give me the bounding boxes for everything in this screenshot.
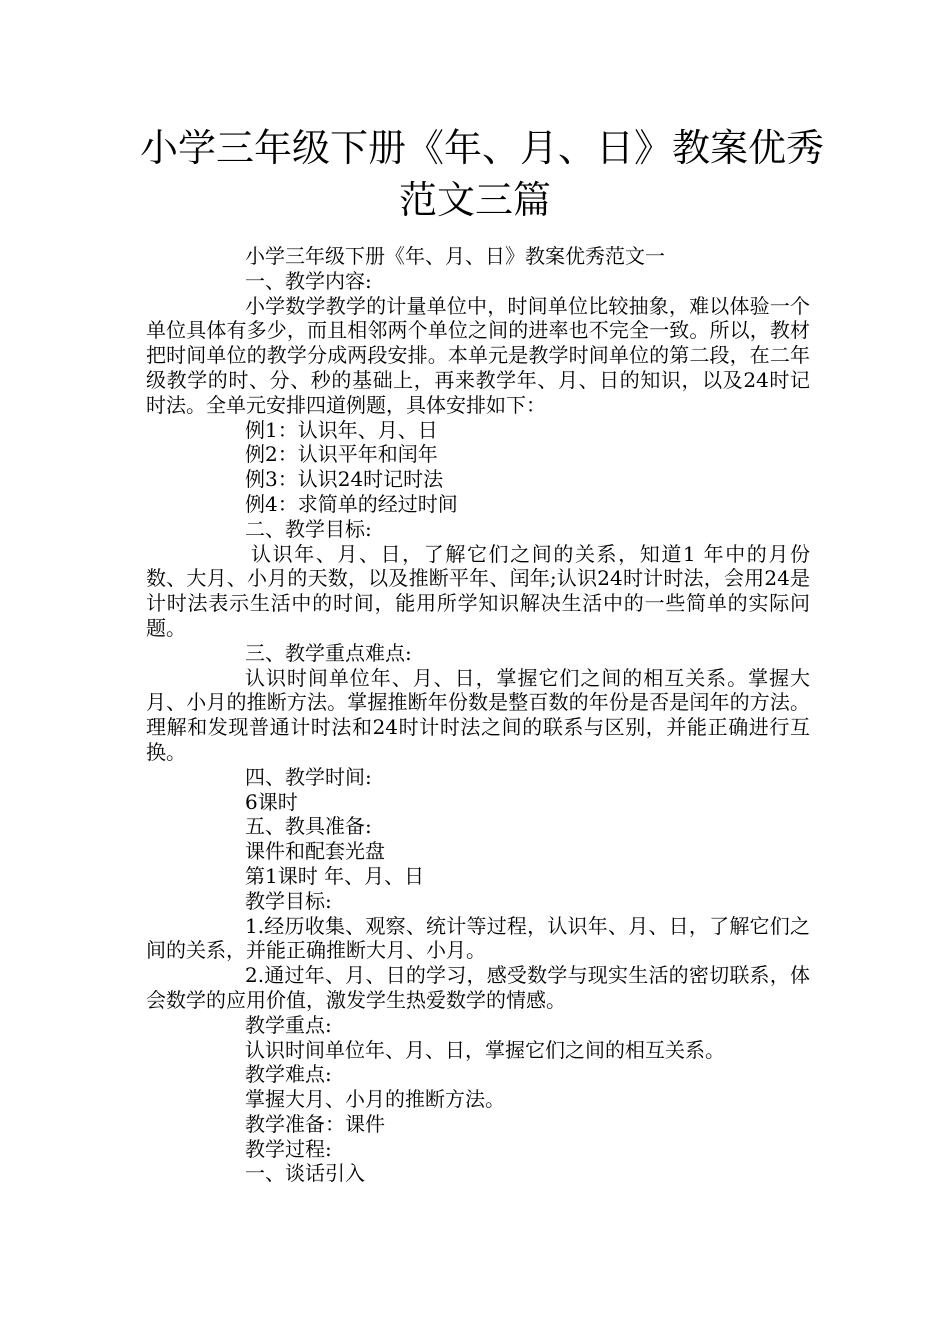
teaching-focus-value: 认识时间单位年、月、日，掌握它们之间的相互关系。 [245, 1037, 725, 1062]
paragraph-key-difficulties: 认识时间单位年、月、日，掌握它们之间的相互关系。掌握大月、小月的推断方法。掌握推断年份数是整百数的年份是否是闰年的方法。理解和发现普通计时法和24时计时法之间的联系与区别，并能正确进行互换。 [146, 665, 810, 764]
example-4: 例4：求简单的经过时间 [245, 491, 458, 516]
heading-teaching-content: 一、教学内容: [245, 268, 372, 293]
section-heading: 小学三年级下册《年、月、日》教案优秀范文一 [245, 244, 665, 268]
title-line-2: 范文三篇 [398, 178, 551, 222]
paragraph-goals: 认识年、月、日，了解它们之间的关系，知道1 年中的月份数、大月、小月的天数，以及推断平年、闰年;认识24时计时法，会用24是计时法表示生活中的时间，能用所学知识解决生活中的一些简单的实际问题。 [146, 541, 810, 640]
teaching-difficulty-value: 掌握大月、小月的推断方法。 [245, 1087, 505, 1112]
heading-teaching-difficulty: 教学难点: [245, 1062, 332, 1087]
lesson-goal-2: 2.通过年、月、日的学习，感受数学与现实生活的密切联系，体会数学的应用价值，激发学生热爱数学的情感。 [146, 963, 810, 1012]
document-body [146, 244, 810, 1186]
heading-lesson-goals: 教学目标: [245, 888, 332, 913]
title-line-1: 小学三年级下册《年、月、日》教案优秀 [140, 126, 825, 170]
lesson-1-heading: 第1课时 年、月、日 [245, 863, 425, 888]
heading-teaching-time: 四、教学时间: [245, 764, 372, 789]
heading-teaching-aids: 五、教具准备: [245, 814, 372, 839]
example-1: 例1：认识年、月、日 [245, 417, 438, 442]
example-2: 例2：认识平年和闰年 [245, 442, 438, 467]
teaching-time-value: 6课时 [245, 789, 298, 814]
heading-teaching-goals: 二、教学目标: [245, 516, 372, 541]
teaching-preparation: 教学准备：课件 [245, 1111, 385, 1136]
lesson-goal-1: 1.经历收集、观察、统计等过程，认识年、月、日，了解它们之间的关系，并能正确推断大月、小月。 [146, 913, 810, 963]
heading-key-difficulties: 三、教学重点难点: [245, 640, 412, 665]
heading-teaching-focus: 教学重点: [245, 1012, 332, 1037]
example-3: 例3：认识24时记时法 [245, 467, 444, 492]
process-step-1: 一、谈话引入 [245, 1161, 365, 1186]
document-title [140, 122, 825, 226]
teaching-aids-value: 课件和配套光盘 [245, 839, 385, 864]
heading-teaching-process: 教学过程: [245, 1136, 332, 1161]
paragraph-content: 小学数学教学的计量单位中，时间单位比较抽象，难以体验一个单位具体有多少，而且相邻两个单位之间的进率也不完全一致。所以，教材把时间单位的教学分成两段安排。本单元是教学时间单位的第二段，在二年级教学的时、分、秒的基础上，再来教学年、月、日的知识，以及24时记时法。全单元安排四道例题，具体安排如下： [146, 293, 810, 417]
